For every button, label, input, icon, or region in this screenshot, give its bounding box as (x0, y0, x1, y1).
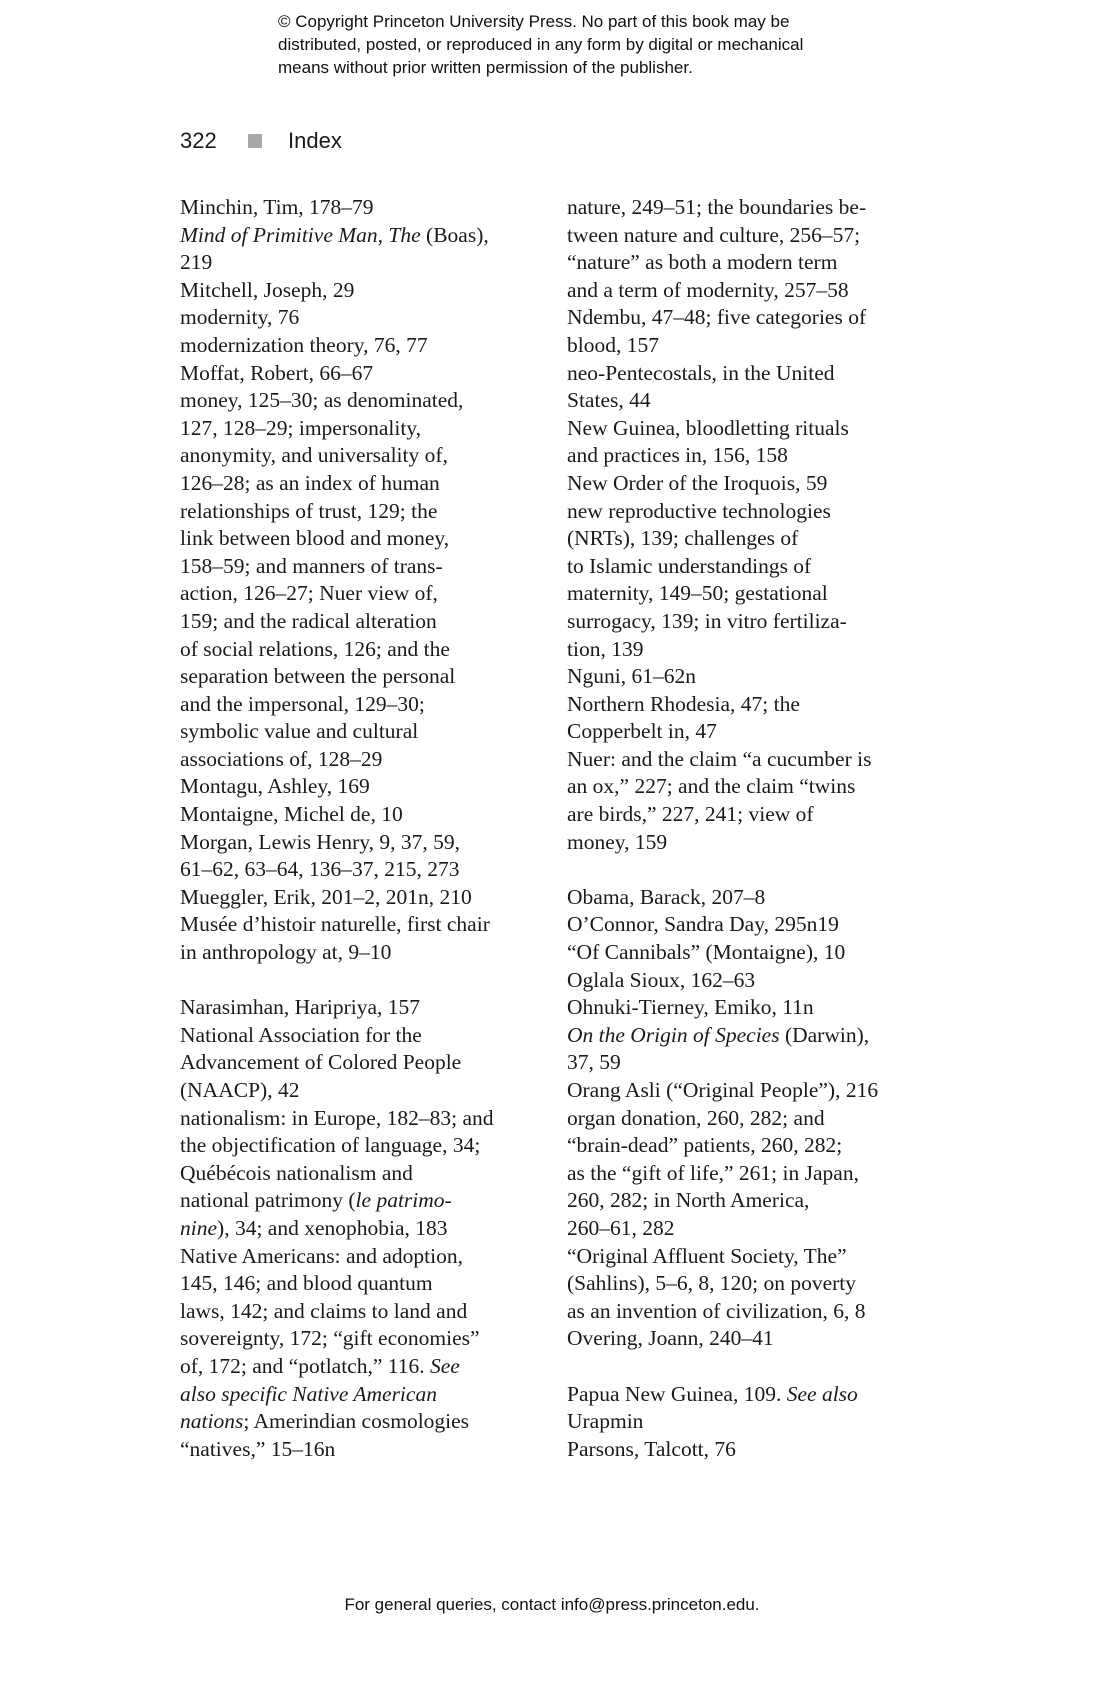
index-entry: Musée d’histoir naturelle, first chair in anthropology at, 9–10 (180, 912, 490, 965)
index-entry: new reproductive technologies (NRTs), 139; challenges of to Islamic understandings of maternity, 149–50; gestational surrogacy, 139; in vitro fertiliza- tion, 139 (567, 498, 847, 661)
index-entry: modernization theory, 76, 77 (180, 332, 428, 357)
letter-group-gap (567, 1353, 942, 1381)
index-entry: Nguni, 61–62n (567, 664, 696, 689)
index-entry: Ohnuki-Tierney, Emiko, 11n (567, 995, 814, 1020)
index-entry: “natives,” 15–16n (180, 1436, 336, 1461)
index-entry: Ndembu, 47–48; five categories of blood, 157 (567, 305, 867, 357)
index-entry: Parsons, Talcott, 76 (567, 1436, 736, 1461)
index-entry: Oglala Sioux, 162–63 (567, 967, 756, 992)
index-entry: Obama, Barack, 207–8 (567, 884, 766, 909)
square-ornament-icon (248, 134, 262, 148)
index-entry: nationalism: in Europe, 182–83; and the objectification of language, 34; Québécois nationalism and national patrimony (le patrimo- nine), 34; and xenophobia, 183 (180, 1105, 494, 1240)
index-entry: “Of Cannibals” (Montaigne), 10 (567, 940, 846, 965)
index-entry: Papua New Guinea, 109. See also Urapmin (567, 1381, 858, 1434)
index-entry: Montaigne, Michel de, 10 (180, 802, 403, 827)
footer-contact: For general queries, contact info@press.princeton.edu. (344, 1595, 760, 1614)
index-entry: New Order of the Iroquois, 59 (567, 470, 828, 495)
index-entry: nature, 249–51; the boundaries be- tween nature and culture, 256–57; “nature” as both a modern term and a term of modernity, 257–58 (567, 195, 867, 302)
copyright-line: distributed, posted, or reproduced in any form by digital or mechanical (278, 35, 804, 54)
index-entry: “Original Affluent Society, The” (Sahlins), 5–6, 8, 120; on poverty as an invention of civilization, 6, 8 (567, 1243, 866, 1323)
copyright-notice (278, 10, 918, 79)
index-entry: money, 125–30; as denominated, 127, 128–29; impersonality, anonymity, and universality of, 126–28; as an index of human relationships of trust, 129; the link between blood and money, 158–59; and manners of trans- action, 126–27; Nuer view of, 159; and the radical alteration of social relations, 126; and the separation between the personal and the impersonal, 129–30; symbolic value and cultural associations of, 128–29 (180, 388, 464, 771)
running-head (180, 126, 342, 156)
index-entry: National Association for the Advancement of Colored People (NAACP), 42 (180, 1022, 462, 1102)
index-entry: Morgan, Lewis Henry, 9, 37, 59, 61–62, 63–64, 136–37, 215, 273 (180, 829, 461, 882)
index-entry: Mitchell, Joseph, 29 (180, 277, 355, 302)
index-column-left (180, 194, 555, 1463)
letter-group-gap (180, 967, 555, 995)
index-entry: New Guinea, bloodletting rituals and practices in, 156, 158 (567, 415, 849, 468)
index-entry: Mind of Primitive Man, The (Boas), 219 (180, 222, 489, 275)
index-entry: neo-Pentecostals, in the United States, 44 (567, 360, 835, 413)
index-column-right (567, 194, 942, 1463)
index-entry: Mueggler, Erik, 201–2, 201n, 210 (180, 884, 472, 909)
index-entry: O’Connor, Sandra Day, 295n19 (567, 912, 839, 937)
section-title: Index (288, 128, 342, 153)
letter-group-gap (567, 856, 942, 884)
index-entry: Narasimhan, Haripriya, 157 (180, 995, 421, 1020)
page-number: 322 (180, 128, 217, 153)
index-entry: Northern Rhodesia, 47; the Copperbelt in, 47 (567, 691, 800, 744)
index-entry: Orang Asli (“Original People”), 216 (567, 1078, 879, 1102)
copyright-line: © Copyright Princeton University Press. No part of this book may be (278, 12, 790, 31)
index-entry: Montagu, Ashley, 169 (180, 774, 370, 799)
index-entry: Nuer: and the claim “a cucumber is an ox,” 227; and the claim “twins are birds,” 227, 241; view of money, 159 (567, 746, 872, 854)
index-entry: Moffat, Robert, 66–67 (180, 360, 374, 385)
index-entry: On the Origin of Species (Darwin), 37, 59 (567, 1022, 870, 1075)
index-entry: Minchin, Tim, 178–79 (180, 195, 374, 219)
index-entry: organ donation, 260, 282; and “brain-dead” patients, 260, 282; as the “gift of life,” 261; in Japan, 260, 282; in North America, 260–61, 282 (567, 1105, 859, 1240)
index-entry: Native Americans: and adoption, 145, 146; and blood quantum laws, 142; and claims to land and sovereignty, 172; “gift economies” of, 172; and “potlatch,” 116. See also specific Native American nations; Amerindian cosmologies (180, 1243, 480, 1434)
copyright-line: means without prior written permission of the publisher. (278, 58, 693, 77)
index-entry: modernity, 76 (180, 305, 300, 330)
index-entry: Overing, Joann, 240–41 (567, 1326, 774, 1351)
